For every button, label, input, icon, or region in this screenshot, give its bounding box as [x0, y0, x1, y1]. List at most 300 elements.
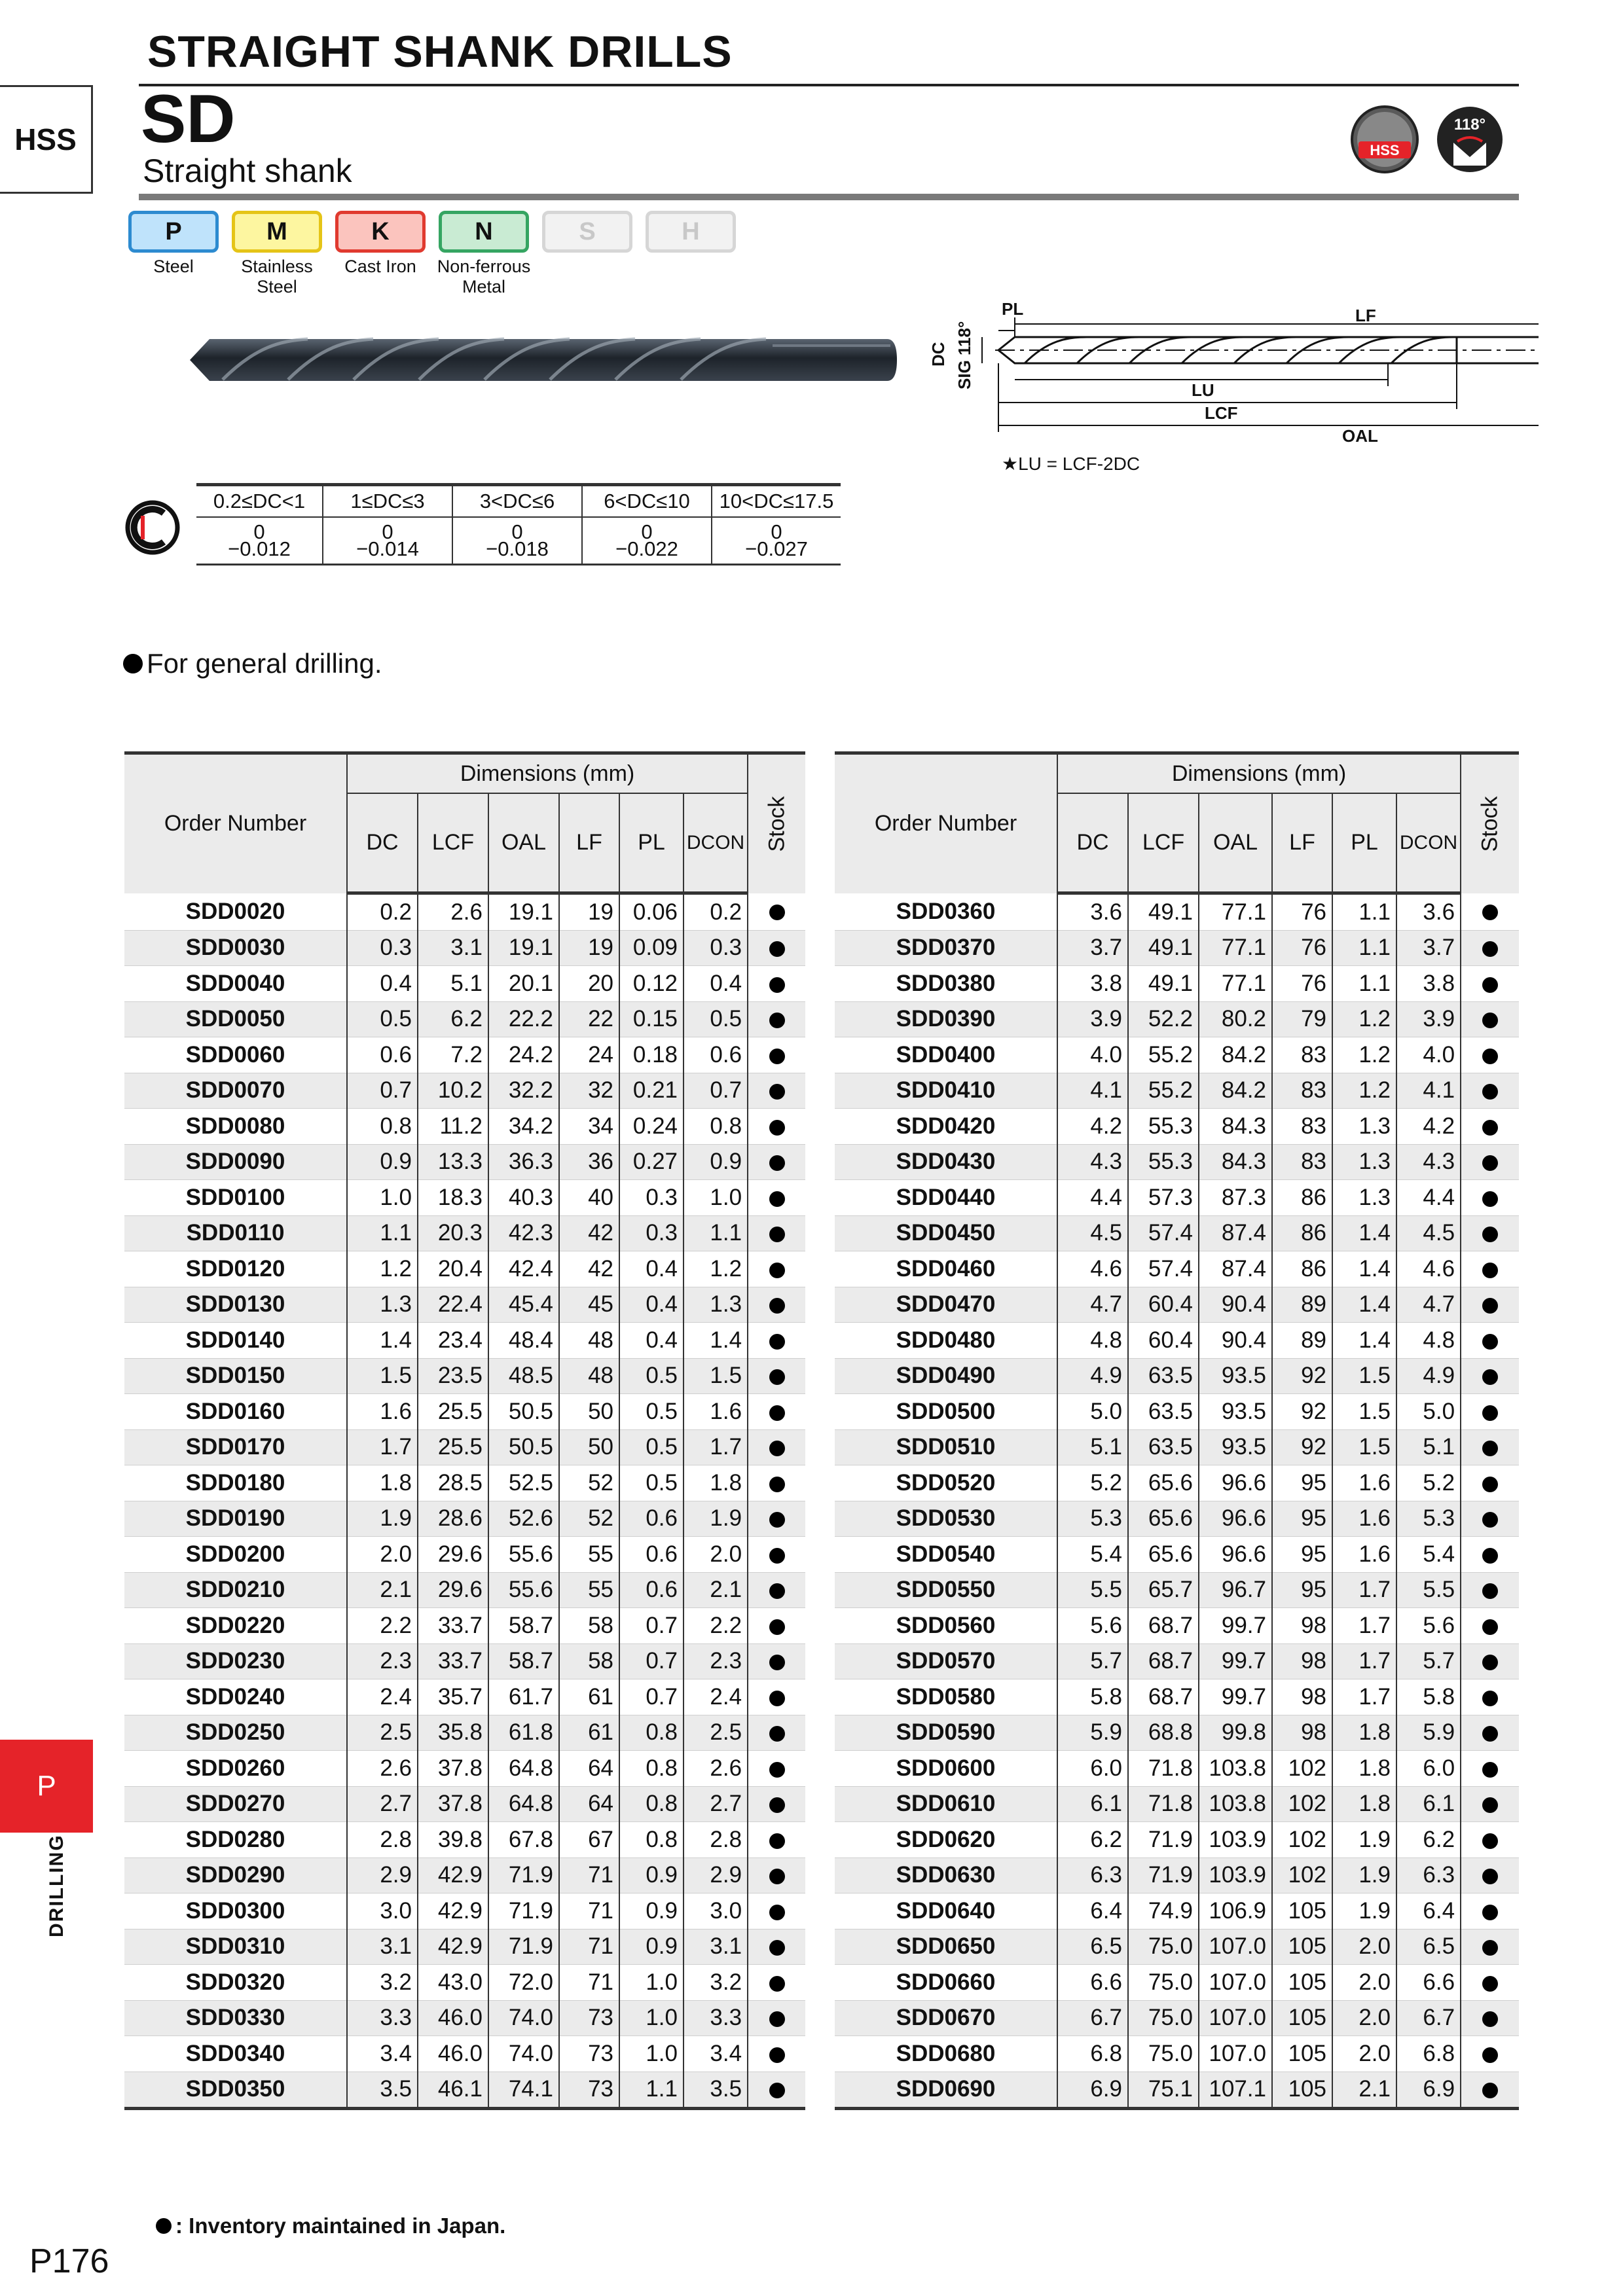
table-row — [835, 1572, 1519, 1608]
table-row — [124, 1572, 805, 1608]
application-note-text: For general drilling. — [147, 648, 382, 679]
dimension-value-lf: 105 — [1272, 2072, 1332, 2109]
dimension-value-dcon: 3.7 — [1396, 930, 1461, 966]
dimension-value-pl: 1.9 — [1332, 1893, 1396, 1929]
dimension-value-pl: 2.0 — [1332, 1929, 1396, 1965]
stock-indicator — [1461, 2000, 1519, 2036]
dimension-value-oal: 71.9 — [488, 1893, 559, 1929]
stock-indicator — [1461, 1073, 1519, 1109]
stock-indicator — [748, 2036, 805, 2072]
dimension-value-lcf: 71.8 — [1128, 1751, 1199, 1787]
stock-dot-icon — [1482, 1084, 1498, 1100]
dimension-value-dc: 1.7 — [347, 1429, 418, 1465]
dimension-value-dc: 6.7 — [1057, 2000, 1128, 2036]
table-row — [835, 930, 1519, 966]
dimension-value-lf: 98 — [1272, 1715, 1332, 1751]
order-number: SDD0320 — [124, 1965, 347, 2001]
dimension-value-lf: 52 — [559, 1501, 619, 1537]
dimension-value-dcon: 0.9 — [684, 1144, 748, 1180]
dimension-value-dc: 5.9 — [1057, 1715, 1128, 1751]
dimension-value-oal: 71.9 — [488, 1857, 559, 1893]
dimension-value-dcon: 3.3 — [684, 2000, 748, 2036]
dimension-value-lf: 71 — [559, 1893, 619, 1929]
stock-indicator — [748, 1643, 805, 1679]
dimension-value-lf: 105 — [1272, 1929, 1332, 1965]
dimension-value-lcf: 75.0 — [1128, 2036, 1199, 2072]
dimension-value-oal: 96.6 — [1199, 1465, 1272, 1501]
stock-dot-icon — [769, 1655, 785, 1670]
order-number-header: Order Number — [124, 753, 347, 893]
table-row — [124, 966, 805, 1002]
order-number: SDD0110 — [124, 1215, 347, 1251]
stock-indicator — [748, 1215, 805, 1251]
dimension-value-pl: 0.9 — [619, 1929, 684, 1965]
dimension-value-dc: 5.6 — [1057, 1608, 1128, 1644]
stock-indicator — [748, 1608, 805, 1644]
dimension-value-lcf: 63.5 — [1128, 1429, 1199, 1465]
dimension-value-oal: 106.9 — [1199, 1893, 1272, 1929]
stock-indicator — [1461, 1893, 1519, 1929]
dimension-value-dc: 0.2 — [347, 893, 418, 931]
dimension-value-dc: 5.4 — [1057, 1537, 1128, 1573]
dimension-value-oal: 96.6 — [1199, 1537, 1272, 1573]
dimension-value-lf: 102 — [1272, 1822, 1332, 1858]
dimension-value-oal: 103.9 — [1199, 1822, 1272, 1858]
dimension-value-dcon: 1.3 — [684, 1287, 748, 1323]
dimension-value-oal: 52.5 — [488, 1465, 559, 1501]
order-number: SDD0490 — [835, 1358, 1057, 1394]
table-row — [835, 1465, 1519, 1501]
dimension-value-pl: 0.3 — [619, 1180, 684, 1216]
table-row — [124, 1251, 805, 1287]
dimension-value-lf: 45 — [559, 1287, 619, 1323]
dimension-value-lcf: 43.0 — [418, 1965, 488, 2001]
dimension-value-pl: 0.7 — [619, 1679, 684, 1715]
dimension-value-lf: 83 — [1272, 1073, 1332, 1109]
stock-indicator — [748, 893, 805, 931]
stock-dot-icon — [769, 1405, 785, 1421]
dimension-value-lcf: 25.5 — [418, 1394, 488, 1430]
order-number: SDD0390 — [835, 1001, 1057, 1037]
dimension-value-dcon: 5.1 — [1396, 1429, 1461, 1465]
dimension-value-lf: 73 — [559, 2000, 619, 2036]
dimension-value-lcf: 68.7 — [1128, 1643, 1199, 1679]
order-number: SDD0200 — [124, 1537, 347, 1573]
stock-indicator — [1461, 1537, 1519, 1573]
dimension-value-oal: 103.8 — [1199, 1786, 1272, 1822]
table-row — [835, 2072, 1519, 2109]
table-row — [835, 1287, 1519, 1323]
table-row — [124, 1073, 805, 1109]
table-row — [124, 1394, 805, 1430]
dimension-value-dc: 5.7 — [1057, 1643, 1128, 1679]
table-row — [835, 2000, 1519, 2036]
dimension-value-pl: 0.8 — [619, 1715, 684, 1751]
dimension-value-lcf: 7.2 — [418, 1037, 488, 1073]
stock-indicator — [1461, 930, 1519, 966]
order-number: SDD0300 — [124, 1893, 347, 1929]
table-row — [124, 1323, 805, 1359]
dimension-value-oal: 99.7 — [1199, 1608, 1272, 1644]
stock-dot-icon — [769, 1976, 785, 1992]
tolerance-value — [196, 517, 323, 565]
stock-dot-icon — [769, 2047, 785, 2063]
order-number: SDD0380 — [835, 966, 1057, 1002]
dimension-value-oal: 71.9 — [488, 1929, 559, 1965]
dimension-value-dc: 1.3 — [347, 1287, 418, 1323]
dimension-value-dc: 4.2 — [1057, 1109, 1128, 1145]
dimension-value-lcf: 23.5 — [418, 1358, 488, 1394]
table-row — [124, 1608, 805, 1644]
order-number: SDD0040 — [124, 966, 347, 1002]
dimension-value-dcon: 1.0 — [684, 1180, 748, 1216]
order-number: SDD0620 — [835, 1822, 1057, 1858]
dimension-value-pl: 0.4 — [619, 1287, 684, 1323]
dimension-value-lcf: 63.5 — [1128, 1358, 1199, 1394]
dimension-value-oal: 107.0 — [1199, 1965, 1272, 2001]
stock-header-label: Stock — [1477, 796, 1503, 852]
dimension-value-oal: 19.1 — [488, 893, 559, 931]
dimension-value-pl: 0.8 — [619, 1751, 684, 1787]
dimension-value-pl: 0.6 — [619, 1537, 684, 1573]
column-header-dcon: DCON — [1396, 793, 1461, 893]
dimension-value-oal: 96.7 — [1199, 1572, 1272, 1608]
stock-indicator — [748, 1893, 805, 1929]
dimension-value-oal: 93.5 — [1199, 1358, 1272, 1394]
dimension-value-oal: 55.6 — [488, 1572, 559, 1608]
column-header-pl: PL — [1332, 793, 1396, 893]
stock-indicator — [1461, 1215, 1519, 1251]
order-number: SDD0370 — [835, 930, 1057, 966]
dimension-value-oal: 55.6 — [488, 1537, 559, 1573]
dimension-value-lf: 89 — [1272, 1287, 1332, 1323]
order-number: SDD0560 — [835, 1608, 1057, 1644]
order-number: SDD0290 — [124, 1857, 347, 1893]
order-number: SDD0080 — [124, 1109, 347, 1145]
dimension-value-oal: 103.9 — [1199, 1857, 1272, 1893]
tolerance-value — [712, 517, 841, 565]
tolerance-upper: 0 — [771, 520, 782, 543]
dimension-value-lf: 61 — [559, 1715, 619, 1751]
dimension-value-dc: 6.8 — [1057, 2036, 1128, 2072]
dimension-value-lf: 64 — [559, 1751, 619, 1787]
dimension-value-lf: 71 — [559, 1929, 619, 1965]
dimension-value-oal: 107.0 — [1199, 2036, 1272, 2072]
order-number: SDD0310 — [124, 1929, 347, 1965]
stock-dot-icon — [769, 1227, 785, 1242]
dimension-value-pl: 2.0 — [1332, 2036, 1396, 2072]
dimension-value-dc: 6.3 — [1057, 1857, 1128, 1893]
dimension-value-dcon: 6.0 — [1396, 1751, 1461, 1787]
dc-label: DC — [928, 342, 948, 367]
stock-dot-icon — [769, 905, 785, 920]
stock-dot-icon — [1482, 1869, 1498, 1884]
stock-dot-icon — [1482, 1441, 1498, 1456]
stock-dot-icon — [769, 2011, 785, 2027]
dimension-value-oal: 58.7 — [488, 1643, 559, 1679]
dimension-value-lcf: 23.4 — [418, 1323, 488, 1359]
dimension-value-dc: 5.8 — [1057, 1679, 1128, 1715]
dimension-value-dc: 1.8 — [347, 1465, 418, 1501]
stock-dot-icon — [1482, 1583, 1498, 1599]
stock-dot-icon — [1482, 977, 1498, 993]
dimension-value-pl: 0.5 — [619, 1429, 684, 1465]
order-number: SDD0150 — [124, 1358, 347, 1394]
dimension-value-dcon: 6.3 — [1396, 1857, 1461, 1893]
table-row — [835, 1358, 1519, 1394]
order-number: SDD0660 — [835, 1965, 1057, 2001]
stock-indicator — [748, 1965, 805, 2001]
dimension-value-dc: 3.2 — [347, 1965, 418, 2001]
dimension-value-pl: 1.3 — [1332, 1144, 1396, 1180]
dimension-value-dc: 3.4 — [347, 2036, 418, 2072]
dimension-value-lf: 98 — [1272, 1679, 1332, 1715]
dimension-value-lf: 67 — [559, 1822, 619, 1858]
table-row — [835, 1857, 1519, 1893]
dimension-value-lcf: 68.8 — [1128, 1715, 1199, 1751]
dimension-value-pl: 0.18 — [619, 1037, 684, 1073]
stock-indicator — [748, 1180, 805, 1216]
dimension-value-oal: 61.8 — [488, 1715, 559, 1751]
order-number: SDD0530 — [835, 1501, 1057, 1537]
dimension-value-pl: 0.4 — [619, 1323, 684, 1359]
order-number: SDD0210 — [124, 1572, 347, 1608]
dimension-value-pl: 1.6 — [1332, 1537, 1396, 1573]
stock-dot-icon — [1482, 1905, 1498, 1920]
stock-dot-icon — [1482, 1191, 1498, 1207]
stock-dot-icon — [1482, 1227, 1498, 1242]
dimension-value-dcon: 3.4 — [684, 2036, 748, 2072]
order-number: SDD0340 — [124, 2036, 347, 2072]
dimension-value-pl: 1.0 — [619, 2036, 684, 2072]
stock-dot-icon — [769, 1762, 785, 1778]
dimension-value-dc: 2.4 — [347, 1679, 418, 1715]
dimension-value-pl: 0.4 — [619, 1251, 684, 1287]
dimension-value-dc: 4.5 — [1057, 1215, 1128, 1251]
stock-dot-icon — [1482, 1263, 1498, 1278]
stock-indicator — [1461, 1358, 1519, 1394]
dimension-value-lf: 86 — [1272, 1180, 1332, 1216]
dimension-value-dc: 2.8 — [347, 1822, 418, 1858]
dimension-value-pl: 1.0 — [619, 1965, 684, 2001]
order-number: SDD0090 — [124, 1144, 347, 1180]
stock-indicator — [1461, 1251, 1519, 1287]
page-title: STRAIGHT SHANK DRILLS — [147, 27, 733, 77]
table-row — [835, 1215, 1519, 1251]
dimension-value-lcf: 13.3 — [418, 1144, 488, 1180]
dimension-value-dcon: 2.0 — [684, 1537, 748, 1573]
dimension-value-dc: 4.9 — [1057, 1358, 1128, 1394]
dimension-value-dcon: 2.3 — [684, 1643, 748, 1679]
stock-indicator — [1461, 966, 1519, 1002]
dimension-value-pl: 1.2 — [1332, 1073, 1396, 1109]
order-number: SDD0550 — [835, 1572, 1057, 1608]
dimension-value-oal: 99.7 — [1199, 1679, 1272, 1715]
dimension-value-dcon: 2.2 — [684, 1608, 748, 1644]
dimension-value-dc: 1.4 — [347, 1323, 418, 1359]
stock-indicator — [1461, 1857, 1519, 1893]
dimension-value-lcf: 65.6 — [1128, 1501, 1199, 1537]
stock-dot-icon — [769, 1191, 785, 1207]
dimension-value-dcon: 2.9 — [684, 1857, 748, 1893]
tolerance-icon — [123, 496, 189, 562]
lu-formula-note: ★LU = LCF-2DC — [1002, 454, 1140, 474]
table-row — [835, 1608, 1519, 1644]
table-row — [124, 930, 805, 966]
stock-dot-icon — [1482, 1049, 1498, 1064]
dimension-value-lf: 89 — [1272, 1323, 1332, 1359]
stock-indicator — [1461, 893, 1519, 931]
stock-dot-icon — [769, 1084, 785, 1100]
table-row — [124, 2036, 805, 2072]
dimension-value-lcf: 22.4 — [418, 1287, 488, 1323]
stock-indicator — [1461, 1572, 1519, 1608]
dimension-value-lf: 34 — [559, 1109, 619, 1145]
order-number: SDD0510 — [835, 1429, 1057, 1465]
dimension-value-oal: 87.4 — [1199, 1251, 1272, 1287]
dimension-value-lcf: 2.6 — [418, 893, 488, 931]
stock-indicator — [748, 2072, 805, 2109]
stock-indicator — [748, 1073, 805, 1109]
order-number: SDD0060 — [124, 1037, 347, 1073]
dimension-value-lcf: 10.2 — [418, 1073, 488, 1109]
dimension-value-lcf: 75.0 — [1128, 1965, 1199, 2001]
stock-indicator — [748, 1715, 805, 1751]
dimension-value-dcon: 3.8 — [1396, 966, 1461, 1002]
stock-indicator — [1461, 2036, 1519, 2072]
dimension-value-dc: 1.6 — [347, 1394, 418, 1430]
order-number: SDD0600 — [835, 1751, 1057, 1787]
dimension-value-dcon: 1.5 — [684, 1358, 748, 1394]
order-number: SDD0650 — [835, 1929, 1057, 1965]
dimension-value-lcf: 33.7 — [418, 1608, 488, 1644]
dimension-value-lf: 76 — [1272, 930, 1332, 966]
dimension-value-dcon: 1.9 — [684, 1501, 748, 1537]
table-row — [124, 1643, 805, 1679]
stock-indicator — [1461, 1465, 1519, 1501]
stock-dot-icon — [1482, 1797, 1498, 1813]
dimension-value-oal: 48.4 — [488, 1323, 559, 1359]
dimension-value-dc: 6.0 — [1057, 1751, 1128, 1787]
dimension-value-dc: 0.9 — [347, 1144, 418, 1180]
dimension-value-dcon: 4.8 — [1396, 1323, 1461, 1359]
stock-indicator — [1461, 1715, 1519, 1751]
stock-indicator — [1461, 1679, 1519, 1715]
dimension-value-dcon: 3.9 — [1396, 1001, 1461, 1037]
dimension-value-dc: 2.2 — [347, 1608, 418, 1644]
dimension-value-dc: 4.4 — [1057, 1180, 1128, 1216]
dimension-value-dcon: 3.1 — [684, 1929, 748, 1965]
material-box-k: K — [335, 211, 426, 253]
material-box-n: N — [439, 211, 529, 253]
dimension-value-oal: 67.8 — [488, 1822, 559, 1858]
dimension-value-oal: 32.2 — [488, 1073, 559, 1109]
table-row — [124, 1358, 805, 1394]
dimension-value-pl: 0.8 — [619, 1786, 684, 1822]
dimension-value-dcon: 5.0 — [1396, 1394, 1461, 1430]
table-row — [835, 1965, 1519, 2001]
dimension-value-oal: 77.1 — [1199, 930, 1272, 966]
stock-indicator — [748, 1144, 805, 1180]
material-box-p: P — [128, 211, 219, 253]
dimension-value-lf: 83 — [1272, 1037, 1332, 1073]
order-number: SDD0070 — [124, 1073, 347, 1109]
dimension-value-dc: 5.3 — [1057, 1501, 1128, 1537]
stock-indicator — [1461, 1608, 1519, 1644]
dimension-value-lcf: 35.7 — [418, 1679, 488, 1715]
column-header-lcf: LCF — [1128, 793, 1199, 893]
dimension-value-oal: 48.5 — [488, 1358, 559, 1394]
order-number: SDD0570 — [835, 1643, 1057, 1679]
dimension-value-lcf: 20.3 — [418, 1215, 488, 1251]
stock-dot-icon — [1482, 1013, 1498, 1028]
stock-indicator — [748, 1929, 805, 1965]
dimension-value-lcf: 37.8 — [418, 1751, 488, 1787]
stock-indicator — [1461, 1822, 1519, 1858]
dimension-value-lf: 42 — [559, 1215, 619, 1251]
dimension-value-pl: 1.1 — [1332, 966, 1396, 1002]
table-row — [124, 1287, 805, 1323]
dimension-value-pl: 0.09 — [619, 930, 684, 966]
dimension-value-dc: 0.7 — [347, 1073, 418, 1109]
dimension-value-lcf: 65.6 — [1128, 1465, 1199, 1501]
dimension-value-pl: 1.1 — [1332, 893, 1396, 931]
dimension-value-lcf: 39.8 — [418, 1822, 488, 1858]
dimension-value-dcon: 1.1 — [684, 1215, 748, 1251]
dimension-value-pl: 1.7 — [1332, 1572, 1396, 1608]
dimension-value-lcf: 11.2 — [418, 1109, 488, 1145]
column-header-oal: OAL — [488, 793, 559, 893]
tolerance-lower: −0.027 — [745, 537, 808, 560]
dimension-value-dc: 4.6 — [1057, 1251, 1128, 1287]
material-label-m: Stainless Steel — [241, 257, 313, 296]
dimension-value-dcon: 0.2 — [684, 893, 748, 931]
table-row — [124, 1751, 805, 1787]
table-row — [124, 1786, 805, 1822]
dimension-value-dc: 4.8 — [1057, 1323, 1128, 1359]
dimension-value-oal: 52.6 — [488, 1501, 559, 1537]
dimension-value-dcon: 4.3 — [1396, 1144, 1461, 1180]
dimension-value-dcon: 3.2 — [684, 1965, 748, 2001]
stock-dot-icon — [769, 1263, 785, 1278]
stock-indicator — [1461, 1643, 1519, 1679]
dimension-value-dc: 0.4 — [347, 966, 418, 1002]
dimension-value-lcf: 29.6 — [418, 1572, 488, 1608]
table-row — [124, 1037, 805, 1073]
tolerance-range: 10<DC≤17.5 — [712, 485, 841, 518]
order-number: SDD0100 — [124, 1180, 347, 1216]
stock-dot-icon — [1482, 2083, 1498, 2098]
dimension-value-oal: 19.1 — [488, 930, 559, 966]
table-row — [124, 1537, 805, 1573]
dimension-value-pl: 1.5 — [1332, 1394, 1396, 1430]
dimension-value-oal: 36.3 — [488, 1144, 559, 1180]
order-number: SDD0140 — [124, 1323, 347, 1359]
dimension-value-lcf: 35.8 — [418, 1715, 488, 1751]
dimension-value-dcon: 0.8 — [684, 1109, 748, 1145]
dimension-value-oal: 64.8 — [488, 1786, 559, 1822]
stock-indicator — [1461, 1323, 1519, 1359]
dimension-value-dc: 5.0 — [1057, 1394, 1128, 1430]
stock-header — [1461, 753, 1519, 893]
table-row — [835, 1180, 1519, 1216]
dimension-value-oal: 107.1 — [1199, 2072, 1272, 2109]
dimension-value-dcon: 4.2 — [1396, 1109, 1461, 1145]
dimension-value-dcon: 1.2 — [684, 1251, 748, 1287]
order-number: SDD0690 — [835, 2072, 1057, 2109]
stock-dot-icon — [1482, 1940, 1498, 1956]
dimension-value-pl: 1.4 — [1332, 1287, 1396, 1323]
